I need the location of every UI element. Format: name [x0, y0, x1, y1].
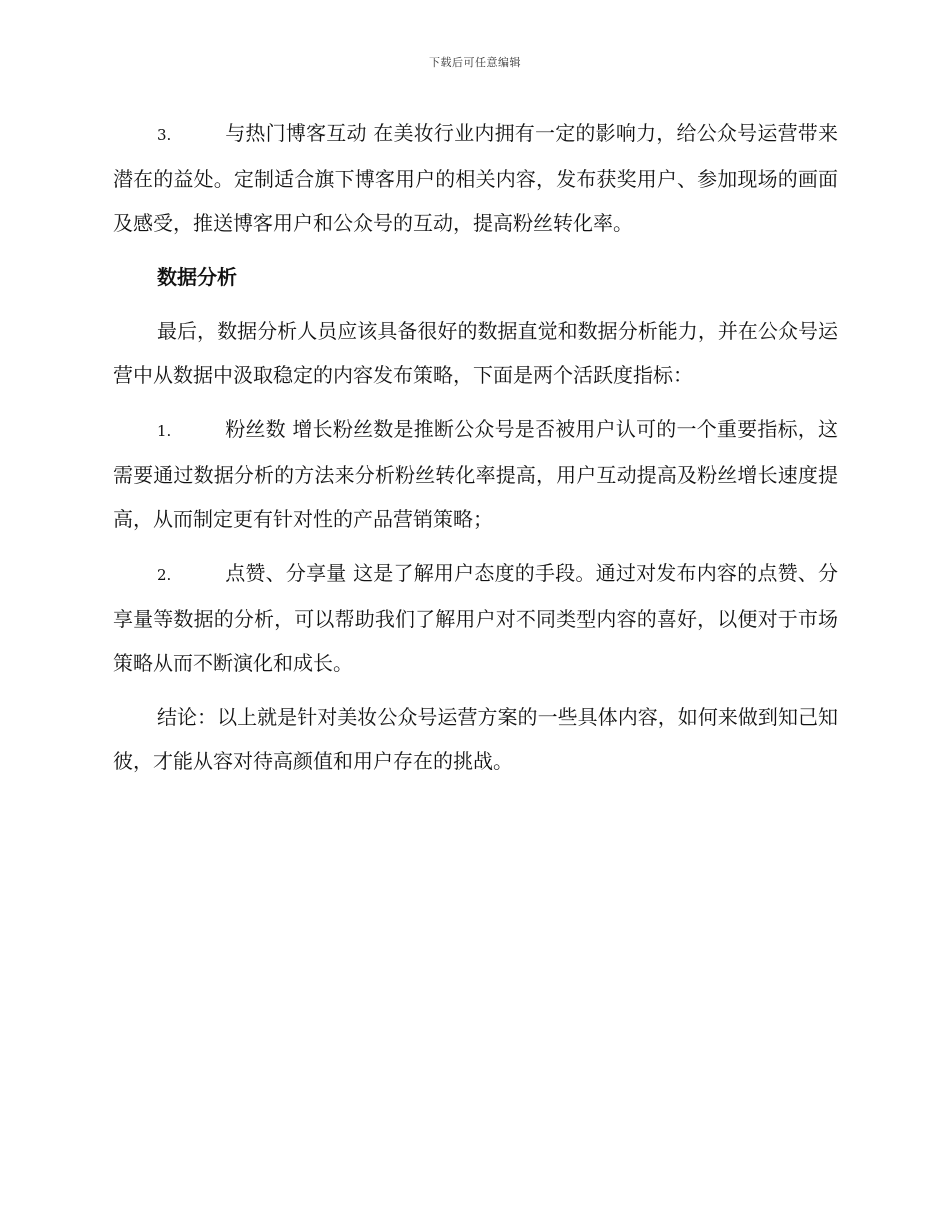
- section-heading: 数据分析: [157, 265, 237, 289]
- metric-item-2: [113, 551, 838, 685]
- list-item-3: [113, 111, 838, 245]
- list-number: 3.: [157, 126, 172, 144]
- list-number: 1.: [157, 422, 172, 440]
- list-term: 点赞、分享量: [225, 561, 347, 585]
- list-number: 2.: [157, 566, 172, 584]
- spacer: [113, 685, 838, 695]
- conclusion-paragraph: 结论：以上就是针对美妆公众号运营方案的一些具体内容，如何来做到知己知彼，才能从容对待高颜值和用户存在的挑战。: [113, 705, 838, 773]
- spacer: [113, 397, 838, 407]
- spacer: [113, 541, 838, 551]
- spacer: [113, 299, 838, 309]
- intro-paragraph: 最后，数据分析人员应该具备很好的数据直觉和数据分析能力，并在公众号运营中从数据中汲取稳定的内容发布策略，下面是两个活跃度指标：: [113, 319, 838, 387]
- list-text: 这是了解用户态度的手段。通过对发布内容的点赞、分享量等数据的分析，可以帮助我们了解用户对不同类型内容的喜好，以便对于市场策略从而不断演化和成长。: [113, 561, 838, 675]
- metric-item-1: [113, 407, 838, 541]
- spacer: [113, 245, 838, 255]
- list-text: 在美妆行业内拥有一定的影响力，给公众号运营带来潜在的益处。定制适合旗下博客用户的相关内容，发布获奖用户、参加现场的画面及感受，推送博客用户和公众号的互动，提高粉丝转化率。: [113, 121, 839, 235]
- list-term: 粉丝数: [225, 417, 286, 441]
- page-header-note: 下载后可任意编辑: [429, 56, 521, 69]
- list-text: 增长粉丝数是推断公众号是否被用户认可的一个重要指标，这需要通过数据分析的方法来分析粉丝转化率提高，用户互动提高及粉丝增长速度提高，从而制定更有针对性的产品营销策略；: [113, 417, 839, 531]
- list-term: 与热门博客互动: [225, 121, 367, 145]
- document-body: [113, 111, 838, 783]
